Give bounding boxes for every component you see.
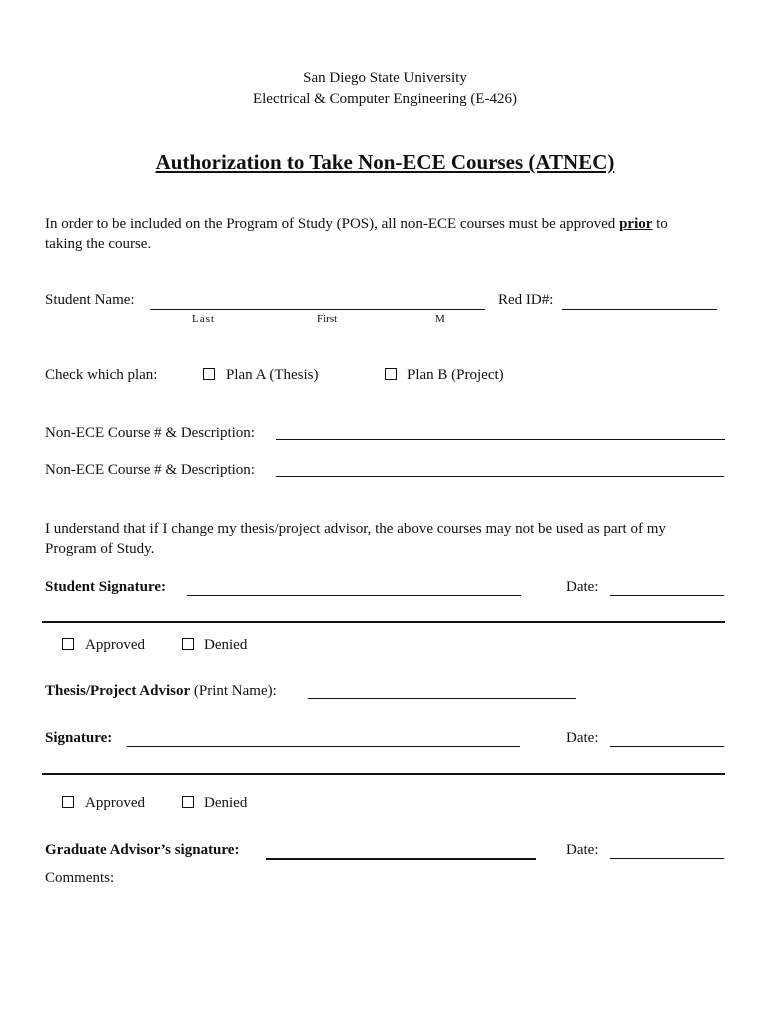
advisor-signature-label: Signature:: [45, 730, 113, 746]
name-sub-first: First: [317, 313, 338, 325]
graduate-date-field[interactable]: [610, 858, 724, 859]
graduate-signature-label: Graduate Advisor’s signature:: [45, 842, 240, 858]
advisor-approved-label: Approved: [85, 637, 145, 653]
advisor-label-rest: (Print Name):: [190, 683, 277, 699]
student-signature-label: Student Signature:: [45, 579, 166, 595]
advisor-print-name-label: [45, 683, 277, 700]
advisor-date-field[interactable]: [610, 746, 724, 747]
plan-b-checkbox[interactable]: [385, 368, 397, 380]
graduate-denied-checkbox[interactable]: [182, 796, 194, 808]
advisor-approved-checkbox[interactable]: [62, 638, 74, 650]
advisor-print-name-field[interactable]: [308, 698, 576, 699]
advisor-date-label: Date:: [566, 730, 599, 746]
plan-label: Check which plan:: [45, 367, 158, 383]
advisor-label-bold: Thesis/Project Advisor: [45, 683, 191, 699]
student-date-field[interactable]: [610, 595, 724, 596]
student-date-label: Date:: [566, 579, 599, 595]
form-title: Authorization to Take Non-ECE Courses (ATNEC): [155, 150, 615, 174]
department-name: Electrical & Computer Engineering (E-426): [252, 91, 518, 107]
graduate-signature-field[interactable]: [266, 858, 536, 860]
course-2-field[interactable]: [276, 476, 724, 477]
student-name-field[interactable]: [150, 309, 485, 310]
intro-text-after: to: [652, 216, 668, 232]
intro-line-1: [45, 216, 668, 233]
understand-line-1: I understand that if I change my thesis/project advisor, the above courses may not be used as part of my: [45, 521, 666, 537]
course-1-label: Non-ECE Course # & Description:: [45, 425, 255, 441]
student-name-label: Student Name:: [45, 292, 135, 308]
graduate-denied-label: Denied: [204, 795, 248, 811]
section-divider-2: [42, 773, 725, 775]
course-2-label: Non-ECE Course # & Description:: [45, 462, 255, 478]
course-1-field[interactable]: [276, 439, 725, 440]
understand-line-2: Program of Study.: [45, 541, 155, 557]
name-sub-middle: M: [435, 313, 445, 325]
graduate-approved-checkbox[interactable]: [62, 796, 74, 808]
plan-a-checkbox[interactable]: [203, 368, 215, 380]
university-name: San Diego State University: [303, 70, 467, 86]
graduate-approved-label: Approved: [85, 795, 145, 811]
advisor-denied-checkbox[interactable]: [182, 638, 194, 650]
graduate-date-label: Date:: [566, 842, 599, 858]
advisor-signature-field[interactable]: [127, 746, 520, 747]
advisor-denied-label: Denied: [204, 637, 248, 653]
plan-b-label: Plan B (Project): [407, 367, 504, 383]
redid-label: Red ID#:: [498, 292, 554, 308]
intro-text: In order to be included on the Program of Study (POS), all non-ECE courses must be approved: [45, 216, 620, 232]
intro-line-2: taking the course.: [45, 236, 152, 252]
student-signature-field[interactable]: [187, 595, 521, 596]
intro-emphasis: prior: [619, 216, 653, 232]
comments-label: Comments:: [45, 870, 115, 886]
redid-field[interactable]: [562, 309, 717, 310]
plan-a-label: Plan A (Thesis): [226, 367, 319, 383]
name-sub-last: Last: [192, 313, 215, 325]
section-divider-1: [42, 621, 725, 623]
